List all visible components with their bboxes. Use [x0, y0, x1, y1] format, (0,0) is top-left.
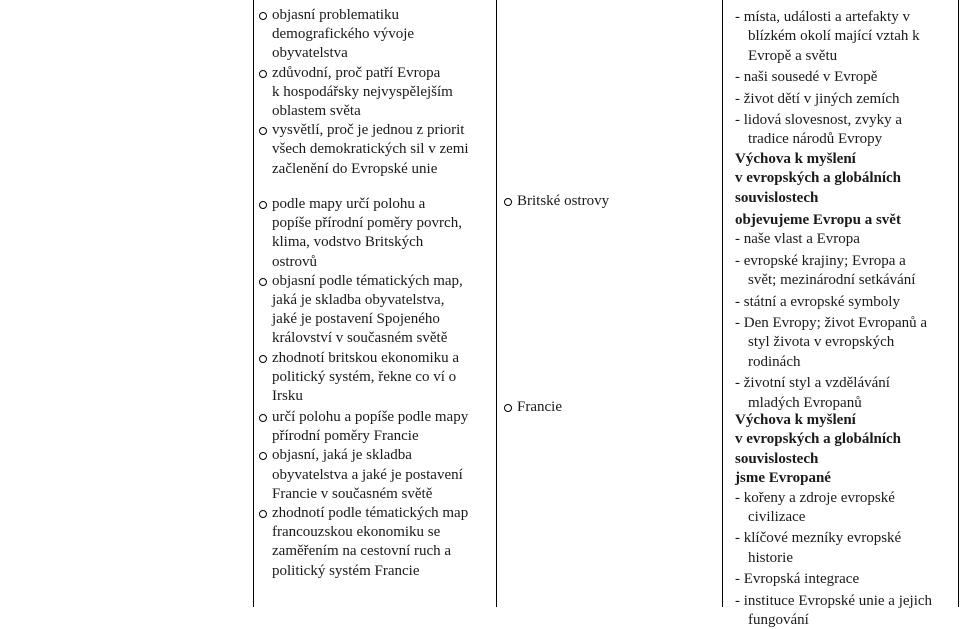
- theme-list-item-line: Evropě a světu: [748, 47, 838, 64]
- theme-list-item: - státní a evropské symboly: [735, 293, 900, 310]
- outcome-bullet-item: podle mapy určí polohu a: [272, 196, 426, 212]
- theme-list-item: - životní styl a vzdělávání: [735, 375, 890, 392]
- topic-francie: Francie: [517, 399, 562, 415]
- theme-list-item: - instituce Evropské unie a jejich: [735, 592, 933, 609]
- theme-list-item-line: rodinách: [748, 353, 801, 370]
- outcome-item-line: Francie v současném světě: [272, 485, 433, 502]
- theme-list-item-line: svět; mezinárodní setkávání: [748, 272, 916, 289]
- outcome-bullet-item: objasní, jaká je skladba: [272, 447, 412, 464]
- theme-list-item: - Evropská integrace: [735, 571, 860, 588]
- table-border-middle-left: [496, 0, 497, 607]
- outcome-item-line: obyvatelstva: [272, 45, 348, 62]
- outcome-item-line: francouzskou ekonomiku se: [272, 524, 441, 541]
- section-heading: souvislostech: [735, 189, 819, 206]
- table-border-left: [253, 0, 254, 607]
- outcome-item-line: politický systém, řekne co ví o: [272, 368, 457, 385]
- theme-list-item: - klíčové mezníky evropské: [735, 530, 902, 547]
- outcome-item-line: začlenění do Evropské unie: [272, 160, 438, 177]
- outcome-item-line: obyvatelstva a jaké je postavení: [272, 466, 463, 483]
- section-heading: v evropských a globálních: [735, 170, 902, 187]
- theme-list-item: - evropské krajiny; Evropa a: [735, 252, 906, 269]
- outcome-bullet-item: zhodnotí britskou ekonomiku a: [272, 349, 460, 366]
- theme-list-item: - život dětí v jiných zemích: [735, 90, 900, 107]
- outcome-bullet-item: zdůvodní, proč patří Evropa: [272, 64, 441, 81]
- outcome-bullet-item: objasní problematiku: [272, 7, 400, 23]
- theme-list-item-line: blízkém okolí mající vztah k: [748, 28, 920, 45]
- theme-list-item: - místa, události a artefakty v: [735, 9, 910, 25]
- outcome-bullet-item: vysvětlí, proč je jednou z priorit: [272, 122, 465, 139]
- theme-list-item-line: tradice národů Evropy: [748, 131, 883, 148]
- theme-list-item-line: mladých Evropanů: [748, 394, 862, 411]
- theme-list-item-line: historie: [748, 549, 793, 566]
- section-heading: v evropských a globálních: [735, 431, 902, 448]
- outcome-item-line: k hospodářsky nejvyspělejším: [272, 83, 453, 100]
- theme-list-item: - naši sousedé v Evropě: [735, 69, 878, 86]
- outcome-bullet-item: zhodnotí podle tématických map: [272, 505, 469, 521]
- outcome-item-line: politický systém Francie: [272, 562, 420, 579]
- outcome-item-line: klima, vodstvo Britských: [272, 234, 424, 251]
- table-border-middle-right: [722, 0, 723, 607]
- outcome-item-line: přírodní poměry Francie: [272, 428, 419, 445]
- outcome-item-line: jaké je postavení Spojeného: [272, 311, 440, 328]
- section-heading: Výchova k myšlení: [735, 412, 856, 428]
- theme-list-item: - kořeny a zdroje evropské: [735, 489, 895, 506]
- outcome-item-line: všech demokratických sil v zemi: [272, 141, 469, 158]
- outcome-item-line: oblastem světa: [272, 103, 361, 119]
- outcome-bullet-item: určí polohu a popíše podle mapy: [272, 409, 469, 425]
- theme-list-item-line: styl života v evropských: [748, 334, 895, 351]
- theme-list-item-line: fungování: [748, 612, 809, 628]
- outcome-item-line: zaměřením na cestovní ruch a: [272, 543, 452, 560]
- outcome-item-line: ostrovů: [272, 253, 317, 270]
- section-heading: Výchova k myšlení: [735, 150, 856, 167]
- outcome-item-line: demografického vývoje: [272, 26, 415, 43]
- theme-list-item: - naše vlast a Evropa: [735, 231, 860, 248]
- outcome-item-line: království v současném světě: [272, 330, 448, 347]
- section-heading: souvislostech: [735, 450, 819, 467]
- table-border-right: [958, 0, 959, 607]
- outcome-bullet-item: objasní podle tématických map,: [272, 272, 463, 289]
- outcome-item-line: Irsku: [272, 388, 303, 404]
- topic-britske-ostrovy: Britské ostrovy: [517, 193, 610, 209]
- outcome-item-line: jaká je skladba obyvatelstva,: [272, 292, 445, 308]
- theme-list-item: - Den Evropy; život Evropanů a: [735, 315, 928, 331]
- theme-list-item-line: civilizace: [748, 509, 806, 525]
- subsection-heading: objevujeme Evropu a svět: [735, 212, 901, 228]
- outcome-item-line: popíše přírodní poměry povrch,: [272, 215, 462, 232]
- theme-list-item: - lidová slovesnost, zvyky a: [735, 112, 903, 128]
- subsection-heading: jsme Evropané: [735, 470, 831, 487]
